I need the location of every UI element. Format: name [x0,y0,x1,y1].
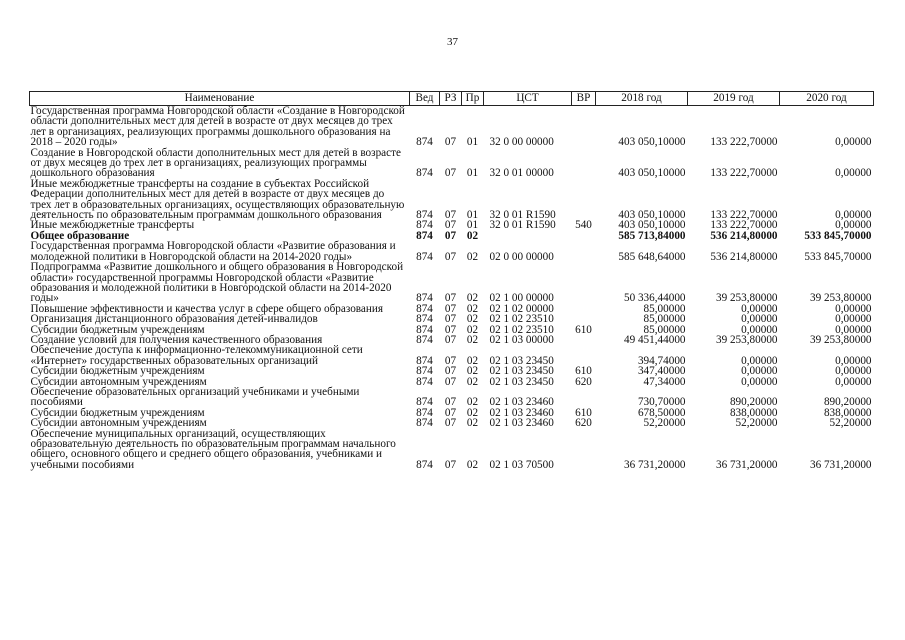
cell-pr: 02 [466,229,479,242]
cell-2018: 85,00000 [643,302,686,315]
cell-pr: 02 [466,406,479,419]
cell-2019: 890,20000 [729,396,778,409]
cell-vr: 620 [575,417,592,430]
cell-2019: 838,00000 [729,406,778,419]
cell-2020: 39 253,80000 [809,292,872,305]
cell-2018: 403 050,10000 [618,167,686,180]
cell-vr [572,304,596,314]
cell-rz: 07 [444,417,457,430]
cell-cst: 02 1 03 23450 [489,354,554,367]
cell-2019: 536 214,80000 [710,250,778,263]
cell-cst: 02 1 03 23450 [489,365,554,378]
cell-vr [572,345,596,366]
header-cst: ЦСТ [484,92,572,106]
cell-2019: 0,00000 [741,302,778,315]
cell-name: Общее образование [30,229,130,242]
cell-pr: 02 [466,313,479,326]
table-row [30,429,874,471]
cell-rz: 07 [444,396,457,409]
cell-vr [572,106,596,148]
header-pr: Пр [462,92,484,106]
cell-rz: 07 [444,136,457,149]
cell-name: Обеспечение муниципальных организаций, осуществляющих образовательную деятельность по образовательным программам начального общего, основного общего и среднего общего образования, учебниками и учебными пособиями [30,427,396,471]
cell-vr: 610 [575,365,592,378]
cell-ved: 874 [416,167,433,180]
budget-table [29,91,874,470]
cell-2019: 52,20000 [735,417,778,430]
cell-ved: 874 [416,458,433,471]
cell-rz: 07 [444,167,457,180]
cell-2018: 50 336,44000 [623,292,686,305]
cell-2020: 0,00000 [835,323,872,336]
cell-2018: 585 648,64000 [618,250,686,263]
cell-rz: 07 [444,458,457,471]
cell-rz: 07 [444,292,457,305]
cell-rz: 07 [444,406,457,419]
cell-name: Повышение эффективности и качества услуг в сфере общего образования [30,302,384,315]
cell-pr: 01 [466,167,479,180]
header-2018: 2018 год [596,92,688,106]
cell-2020: 52,20000 [829,417,872,430]
cell-pr: 02 [466,354,479,367]
cell-ved: 874 [416,333,433,346]
cell-pr: 02 [466,365,479,378]
header-2020: 2020 год [780,92,874,106]
cell-2020: 0,00000 [835,167,872,180]
cell-2018: 85,00000 [643,323,686,336]
cell-pr: 02 [466,417,479,430]
cell-vr [572,231,596,241]
cell-cst: 02 1 02 23510 [489,313,554,326]
cell-2018: 85,00000 [643,313,686,326]
cell-vr: 610 [575,323,592,336]
cell-2018: 47,34000 [643,375,686,388]
table-row [30,366,874,376]
cell-ved: 874 [416,375,433,388]
cell-vr [572,335,596,345]
cell-2018: 394,74000 [637,354,686,367]
cell-2019: 36 731,20000 [715,458,778,471]
cell-2018: 585 713,84000 [618,229,686,242]
cell-2019: 39 253,80000 [715,292,778,305]
cell-2020: 0,00000 [835,365,872,378]
cell-rz: 07 [444,250,457,263]
cell-ved: 874 [416,365,433,378]
cell-name: Субсидии бюджетным учреждениям [30,406,205,419]
cell-2020: 0,00000 [835,354,872,367]
table-row [30,179,874,221]
cell-cst: 32 0 00 00000 [489,136,554,149]
cell-vr [572,241,596,262]
cell-2018: 49 451,44000 [623,333,686,346]
cell-rz: 07 [444,375,457,388]
cell-2020: 533 845,70000 [804,229,872,242]
cell-2020: 0,00000 [835,313,872,326]
cell-2020: 838,00000 [823,406,872,419]
cell-cst: 02 1 03 70500 [489,458,554,471]
cell-vr: 620 [575,375,592,388]
cell-2019: 133 222,70000 [710,136,778,149]
cell-ved: 874 [416,209,433,222]
cell-cst: 02 0 00 00000 [489,250,554,263]
cell-2019: 133 222,70000 [710,167,778,180]
cell-cst: 02 1 03 23460 [489,396,554,409]
cell-cst: 32 0 01 00000 [489,167,554,180]
cell-cst: 02 1 03 23460 [489,417,554,430]
cell-ved: 874 [416,292,433,305]
cell-rz: 07 [444,302,457,315]
cell-ved: 874 [416,323,433,336]
cell-2018: 52,20000 [643,417,686,430]
cell-vr [572,314,596,324]
cell-pr: 02 [466,458,479,471]
cell-pr: 02 [466,250,479,263]
cell-ved: 874 [416,354,433,367]
cell-2020: 0,00000 [835,209,872,222]
cell-vr [572,148,596,179]
cell-2019: 133 222,70000 [710,219,778,232]
cell-2018: 347,40000 [637,365,686,378]
cell-pr: 02 [466,333,479,346]
cell-name: Обеспечение образовательных организаций учебниками и учебными пособиями [30,385,360,409]
cell-ved: 874 [416,396,433,409]
cell-2019: 0,00000 [741,313,778,326]
cell-2018: 678,50000 [637,406,686,419]
cell-ved: 874 [416,219,433,232]
cell-rz: 07 [444,323,457,336]
cell-name: Обеспечение доступа к информационно-телекоммуникационной сети «Интернет» государственных образовательных организаций [30,344,363,367]
cell-2020: 533 845,70000 [804,250,872,263]
table-row [30,314,874,324]
table-row [30,106,874,148]
header-rz: РЗ [440,92,462,106]
cell-2019: 0,00000 [741,365,778,378]
cell-ved: 874 [416,313,433,326]
header-ved: Вед [410,92,440,106]
cell-pr: 01 [466,209,479,222]
cell-2020: 890,20000 [823,396,872,409]
cell-rz: 07 [444,313,457,326]
cell-name: Субсидии автономным учреждениям [30,375,207,388]
cell-vr: 540 [575,219,592,232]
cell-pr: 02 [466,323,479,336]
cell-2020: 0,00000 [835,375,872,388]
cell-ved: 874 [416,250,433,263]
cell-name: Субсидии бюджетным учреждениям [30,365,205,378]
cell-name: Создание условий для получения качественного образования [30,333,323,346]
cell-vr: 610 [575,406,592,419]
cell-cst [484,231,572,241]
header-2019: 2019 год [688,92,780,106]
cell-2020: 39 253,80000 [809,333,872,346]
cell-pr: 01 [466,136,479,149]
cell-name: Организация дистанционного образования детей-инвалидов [30,313,318,326]
table-header [30,92,874,106]
cell-2019: 536 214,80000 [710,229,778,242]
cell-name: Иные межбюджетные трансферты на создание в субъектах Российской Федерации дополнительных мест для детей в возрасте от двух месяцев до трех лет в образовательных организациях, осуществляющих образовательную деятельность по образовательным программам дошкольного образования [30,177,405,222]
cell-ved: 874 [416,302,433,315]
cell-name: Субсидии бюджетным учреждениям [30,323,205,336]
cell-rz: 07 [444,333,457,346]
cell-cst: 02 1 03 23450 [489,375,554,388]
cell-name: Государственная программа Новгородской области «Развитие образования и молодежной политики в Новгородской области на 2014-2020 годы» [30,240,396,263]
cell-pr: 02 [466,292,479,305]
cell-pr: 01 [466,219,479,232]
cell-cst: 02 1 03 23460 [489,406,554,419]
cell-rz: 07 [444,229,457,242]
cell-rz: 07 [444,365,457,378]
cell-2019: 39 253,80000 [715,333,778,346]
table-row [30,148,874,179]
cell-2020: 36 731,20000 [809,458,872,471]
cell-vr [572,387,596,408]
cell-pr: 02 [466,302,479,315]
page-number: 37 [447,36,458,48]
cell-ved: 874 [416,417,433,430]
cell-name: Субсидии автономным учреждениям [30,417,207,430]
cell-cst: 02 1 02 23510 [489,323,554,336]
cell-ved: 874 [416,406,433,419]
cell-2018: 403 050,10000 [618,219,686,232]
cell-2020: 0,00000 [835,219,872,232]
table-row [30,262,874,304]
cell-cst: 32 0 01 R1590 [489,219,556,232]
cell-2018: 403 050,10000 [618,136,686,149]
table-row [30,387,874,408]
cell-vr [572,179,596,221]
cell-2020: 0,00000 [835,302,872,315]
cell-pr: 02 [466,375,479,388]
cell-2019: 0,00000 [741,354,778,367]
cell-ved: 874 [416,229,433,242]
cell-cst: 02 1 02 00000 [489,302,554,315]
cell-name: Государственная программа Новгородской области «Создание в Новгородской области дополнительных мест для детей в возрасте от двух месяцев до трех лет в организациях, реализующих программы дошкольного образования на 2018 – 2020 годы» [30,105,405,149]
cell-ved: 874 [416,136,433,149]
cell-vr [572,262,596,304]
cell-2019: 133 222,70000 [710,209,778,222]
cell-pr: 02 [466,396,479,409]
cell-2019: 0,00000 [741,375,778,388]
cell-2019: 0,00000 [741,323,778,336]
cell-2018: 403 050,10000 [618,209,686,222]
cell-2020: 0,00000 [835,136,872,149]
header-name: Наименование [30,92,410,106]
cell-rz: 07 [444,209,457,222]
cell-cst: 32 0 01 R1590 [489,209,556,222]
cell-cst: 02 1 03 00000 [489,333,554,346]
table-row [30,345,874,366]
cell-rz: 07 [444,219,457,232]
cell-vr [572,429,596,471]
table-body [30,106,874,471]
cell-rz: 07 [444,354,457,367]
cell-2018: 36 731,20000 [623,458,686,471]
cell-cst: 02 1 00 00000 [489,292,554,305]
cell-name: Подпрограмма «Развитие дошкольного и общего образования в Новгородской области» государственной программы Новгородской области «Развитие образования и молодежной политики в Новгородской области на 2014-2020 годы» [30,261,404,305]
cell-2018: 730,70000 [637,396,686,409]
header-vr: ВР [572,92,596,106]
cell-name: Создание в Новгородской области дополнительных мест для детей в возрасте от двух месяцев до трех лет в организациях, реализующих программы дошкольного образования [30,146,401,180]
cell-name: Иные межбюджетные трансферты [30,219,195,232]
table-row [30,241,874,262]
